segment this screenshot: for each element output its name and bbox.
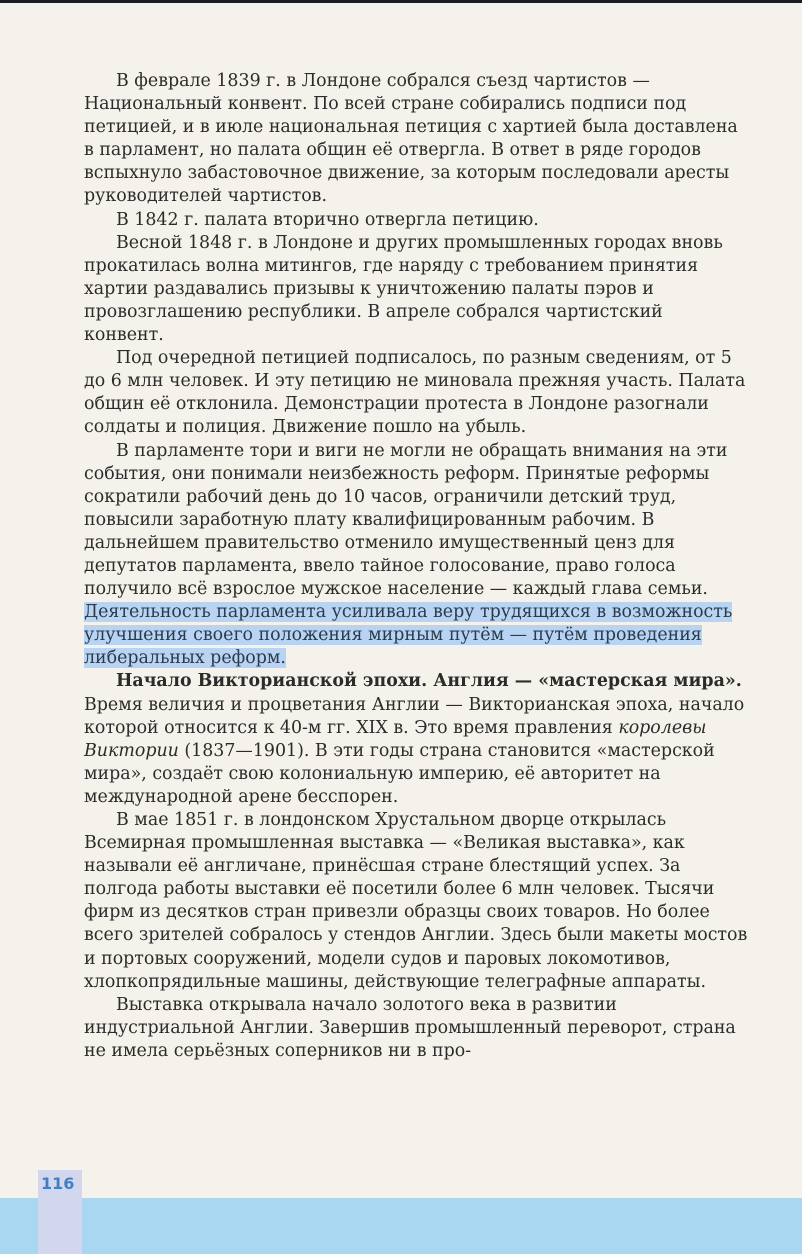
top-edge bbox=[0, 0, 802, 3]
italic-text: королевы Виктории bbox=[84, 717, 707, 761]
paragraph bbox=[84, 809, 748, 994]
text-segment: (1837—1901). В эти годы страна становится «мастерской мира», создаёт свою колониальную империю, её авторитет на международной арене бесспорен. bbox=[84, 740, 715, 807]
paragraph bbox=[84, 70, 748, 209]
text-segment: В 1842 г. палата вторично отвергла петицию. bbox=[116, 209, 539, 230]
text-segment: Под очередной петицией подписалось, по разным сведениям, от 5 до 6 млн человек. И эту петицию не миновала прежняя участь. Палата общин её отклонила. Демонстрации протеста в Лондоне разогнали солдаты и полиция. Движение пошло на убыль. bbox=[84, 348, 746, 438]
text-segment: В мае 1851 г. в лондонском Хрустальном дворце открылась Всемирная промышленная выставка — «Великая выставка», как называли её англичане, принёсшая стране блестящий успех. За полгода работы выставки её посетили более 6 млн человек. Тысячи фирм из десятков стран привезли образцы своих товаров. Но более всего зрителей собралось у стендов Англии. Здесь были макеты мостов и портовых сооружений, модели судов и паровых локомотивов, хлопкопрядильные машины, действующие телеграфные аппараты. bbox=[84, 810, 748, 992]
bold-text: Начало Викторианской эпохи. Англия — «мастерская мира». bbox=[116, 671, 742, 692]
paragraph bbox=[84, 440, 748, 671]
page-number: 116 bbox=[41, 1174, 75, 1193]
paragraph bbox=[84, 670, 748, 809]
paragraph bbox=[84, 209, 748, 232]
highlight-text: Деятельность парламента усиливала веру трудящихся в возможность улучшения своего положения мирным путём — путём проведения либеральных реформ. bbox=[84, 602, 733, 669]
paragraph bbox=[84, 232, 748, 347]
text-column bbox=[84, 70, 748, 1063]
text-segment: Весной 1848 г. в Лондоне и других промышленных городах вновь прокатилась волна митингов, где наряду с требованием принятия хартии раздавались призывы к уничтожению палаты пэров и провозглашению республики. В апреле собрался чартистский конвент. bbox=[84, 232, 723, 346]
text-segment: Время величия и процветания Англии — Викторианская эпоха, начало которой относится к 40-м гг. XIX в. Это время правления bbox=[84, 694, 745, 738]
text-segment: В парламенте тори и виги не могли не обращать внимания на эти события, они понимали неизбежность реформ. Принятые реформы сократили рабочий день до 10 часов, ограничили детский труд, повысили заработную плату квалифицированным рабочим. В дальнейшем правительство отменило имущественный ценз для депутатов парламента, ввело тайное голосование, право голоса получило всё взрослое мужское население — каждый глава семьи. bbox=[84, 440, 728, 600]
paragraph bbox=[84, 347, 748, 439]
paragraph bbox=[84, 994, 748, 1063]
text-segment: В феврале 1839 г. в Лондоне собрался съезд чартистов — Национальный конвент. По всей стране собирались подписи под петицией, и в июле национальная петиция с хартией была доставлена в парламент, но палата общин её отвергла. В ответ в ряде городов вспыхнуло забастовочное движение, за которым последовали аресты руководителей чартистов. bbox=[84, 71, 738, 207]
text-segment: Выставка открывала начало золотого века в развитии индустриальной Англии. Завершив промышленный переворот, страна не имела серьёзных соперников ни в про- bbox=[84, 994, 736, 1061]
bottom-color-band bbox=[0, 1198, 802, 1254]
